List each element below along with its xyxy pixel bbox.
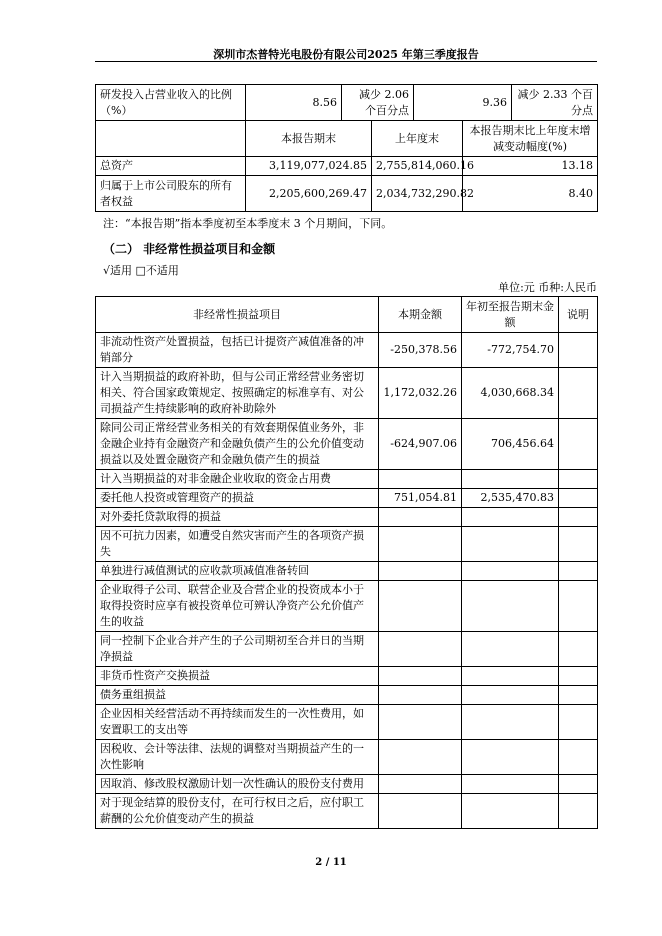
row-label: 归属于上市公司股东的所有者权益 <box>96 176 246 212</box>
table-row <box>96 470 598 489</box>
rd-change-current: 减少 2.06 个百分点 <box>342 85 414 121</box>
table-row <box>96 775 598 794</box>
table-row <box>96 121 598 157</box>
table-row <box>96 667 598 686</box>
unit-currency-label: 单位:元 币种:人民币 <box>498 281 597 294</box>
row-item-label: 计入当期损益的政府补助，但与公司正常经营业务密切相关、符合国家政策规定、按照确定的标准享有、对公司损益产生持续影响的政府补助除外 <box>96 368 379 419</box>
cell-value: 13.18 <box>463 157 598 176</box>
cell-remark <box>559 562 598 581</box>
table-row <box>96 794 598 829</box>
cell-current-amount <box>379 794 462 829</box>
row-item-label: 债务重组损益 <box>96 686 379 705</box>
cell-remark <box>559 508 598 527</box>
cell-current-amount <box>379 705 462 740</box>
cell-ytd-amount <box>462 775 559 794</box>
row-item-label: 单独进行减值测试的应收款项减值准备转回 <box>96 562 379 581</box>
table-row <box>96 419 598 470</box>
cell-remark <box>559 794 598 829</box>
rd-label: 研发投入占营业收入的比例（%） <box>96 85 246 121</box>
table-row <box>96 176 598 212</box>
col-header: 本期金额 <box>379 297 462 333</box>
cell-remark <box>559 333 598 368</box>
cell-ytd-amount <box>462 667 559 686</box>
cell-current-amount <box>379 632 462 667</box>
cell-current-amount: 751,054.81 <box>379 489 462 508</box>
cell-ytd-amount: 706,456.64 <box>462 419 559 470</box>
table-header-row <box>96 297 598 333</box>
row-item-label: 因不可抗力因素，如遭受自然灾害而产生的各项资产损失 <box>96 527 379 562</box>
cell-current-amount: -250,378.56 <box>379 333 462 368</box>
cell-current-amount <box>379 740 462 775</box>
table-row <box>96 527 598 562</box>
applicability-options: √适用 □不适用 <box>103 264 179 277</box>
cell-ytd-amount <box>462 632 559 667</box>
rd-value-current: 8.56 <box>246 85 342 121</box>
cell-remark <box>559 368 598 419</box>
cell-remark <box>559 419 598 470</box>
cell-value: 2,205,600,269.47 <box>246 176 372 212</box>
cell-value: 8.40 <box>463 176 598 212</box>
col-header: 本报告期末 <box>246 121 372 157</box>
page-header-title: 深圳市杰普特光电股份有限公司2025 年第三季度报告 <box>213 48 479 61</box>
row-item-label: 企业取得子公司、联营企业及合营企业的投资成本小于取得投资时应享有被投资单位可辨认净资产公允价值产生的收益 <box>96 581 379 632</box>
cell-ytd-amount <box>462 508 559 527</box>
rd-value-ytd: 9.36 <box>414 85 512 121</box>
cell-current-amount <box>379 667 462 686</box>
col-header: 上年度末 <box>372 121 463 157</box>
cell-ytd-amount: 4,030,668.34 <box>462 368 559 419</box>
cell-remark <box>559 775 598 794</box>
cell-remark <box>559 740 598 775</box>
cell-current-amount <box>379 527 462 562</box>
cell-value: 3,119,077,024.85 <box>246 157 372 176</box>
table-row <box>96 508 598 527</box>
row-item-label: 计入当期损益的对非金融企业收取的资金占用费 <box>96 470 379 489</box>
col-header: 本报告期末比上年度末增减变动幅度(%) <box>463 121 598 157</box>
financial-summary-table <box>95 84 598 212</box>
cell-remark <box>559 632 598 667</box>
row-item-label: 对于现金结算的股份支付，在可行权日之后，应付职工薪酬的公允价值变动产生的损益 <box>96 794 379 829</box>
cell-current-amount: 1,172,032.26 <box>379 368 462 419</box>
row-item-label: 非货币性资产交换损益 <box>96 667 379 686</box>
row-item-label: 因取消、修改股权激励计划一次性确认的股份支付费用 <box>96 775 379 794</box>
table-note: 注：“本报告期”指本季度初至本季度末 3 个月期间，下同。 <box>103 217 393 230</box>
table-row <box>96 740 598 775</box>
cell-remark <box>559 527 598 562</box>
row-item-label: 因税收、会计等法律、法规的调整对当期损益产生的一次性影响 <box>96 740 379 775</box>
cell-current-amount <box>379 508 462 527</box>
header-divider <box>95 61 597 62</box>
page-number: 2 / 11 <box>315 857 347 868</box>
cell-current-amount <box>379 470 462 489</box>
cell-current-amount <box>379 562 462 581</box>
table-row <box>96 686 598 705</box>
cell-ytd-amount <box>462 581 559 632</box>
cell-ytd-amount <box>462 794 559 829</box>
cell-current-amount <box>379 581 462 632</box>
cell-ytd-amount <box>462 740 559 775</box>
cell-remark <box>559 581 598 632</box>
table-row <box>96 581 598 632</box>
cell-current-amount: -624,907.06 <box>379 419 462 470</box>
cell-value: 2,034,732,290.82 <box>372 176 463 212</box>
table-row <box>96 368 598 419</box>
cell-remark <box>559 686 598 705</box>
cell-ytd-amount <box>462 562 559 581</box>
col-header: 说明 <box>559 297 598 333</box>
cell-ytd-amount: 2,535,470.83 <box>462 489 559 508</box>
section-title: （二） 非经常性损益项目和金额 <box>103 242 276 256</box>
row-item-label: 企业因相关经营活动不再持续而发生的一次性费用，如安置职工的支出等 <box>96 705 379 740</box>
cell-ytd-amount <box>462 527 559 562</box>
rd-change-ytd: 减少 2.33 个百分点 <box>512 85 598 121</box>
row-item-label: 非流动性资产处置损益，包括已计提资产减值准备的冲销部分 <box>96 333 379 368</box>
table-row <box>96 705 598 740</box>
cell-ytd-amount <box>462 705 559 740</box>
col-header: 非经常性损益项目 <box>96 297 379 333</box>
cell-ytd-amount <box>462 686 559 705</box>
cell-remark <box>559 667 598 686</box>
table-row <box>96 489 598 508</box>
cell-current-amount <box>379 775 462 794</box>
cell-ytd-amount: -772,754.70 <box>462 333 559 368</box>
cell-remark <box>559 489 598 508</box>
cell-value: 2,755,814,060.16 <box>372 157 463 176</box>
row-label: 总资产 <box>96 157 246 176</box>
non-recurring-items-table <box>95 296 598 829</box>
table-row <box>96 632 598 667</box>
cell-remark <box>559 470 598 489</box>
row-item-label: 委托他人投资或管理资产的损益 <box>96 489 379 508</box>
table-row <box>96 157 598 176</box>
table-row <box>96 562 598 581</box>
col-header: 年初至报告期末金额 <box>462 297 559 333</box>
cell-current-amount <box>379 686 462 705</box>
table-row <box>96 85 598 121</box>
cell-ytd-amount <box>462 470 559 489</box>
row-item-label: 同一控制下企业合并产生的子公司期初至合并日的当期净损益 <box>96 632 379 667</box>
table-row <box>96 333 598 368</box>
row-item-label: 对外委托贷款取得的损益 <box>96 508 379 527</box>
cell-remark <box>559 705 598 740</box>
row-item-label: 除同公司正常经营业务相关的有效套期保值业务外，非金融企业持有金融资产和金融负债产生的公允价值变动损益以及处置金融资产和金融负债产生的损益 <box>96 419 379 470</box>
